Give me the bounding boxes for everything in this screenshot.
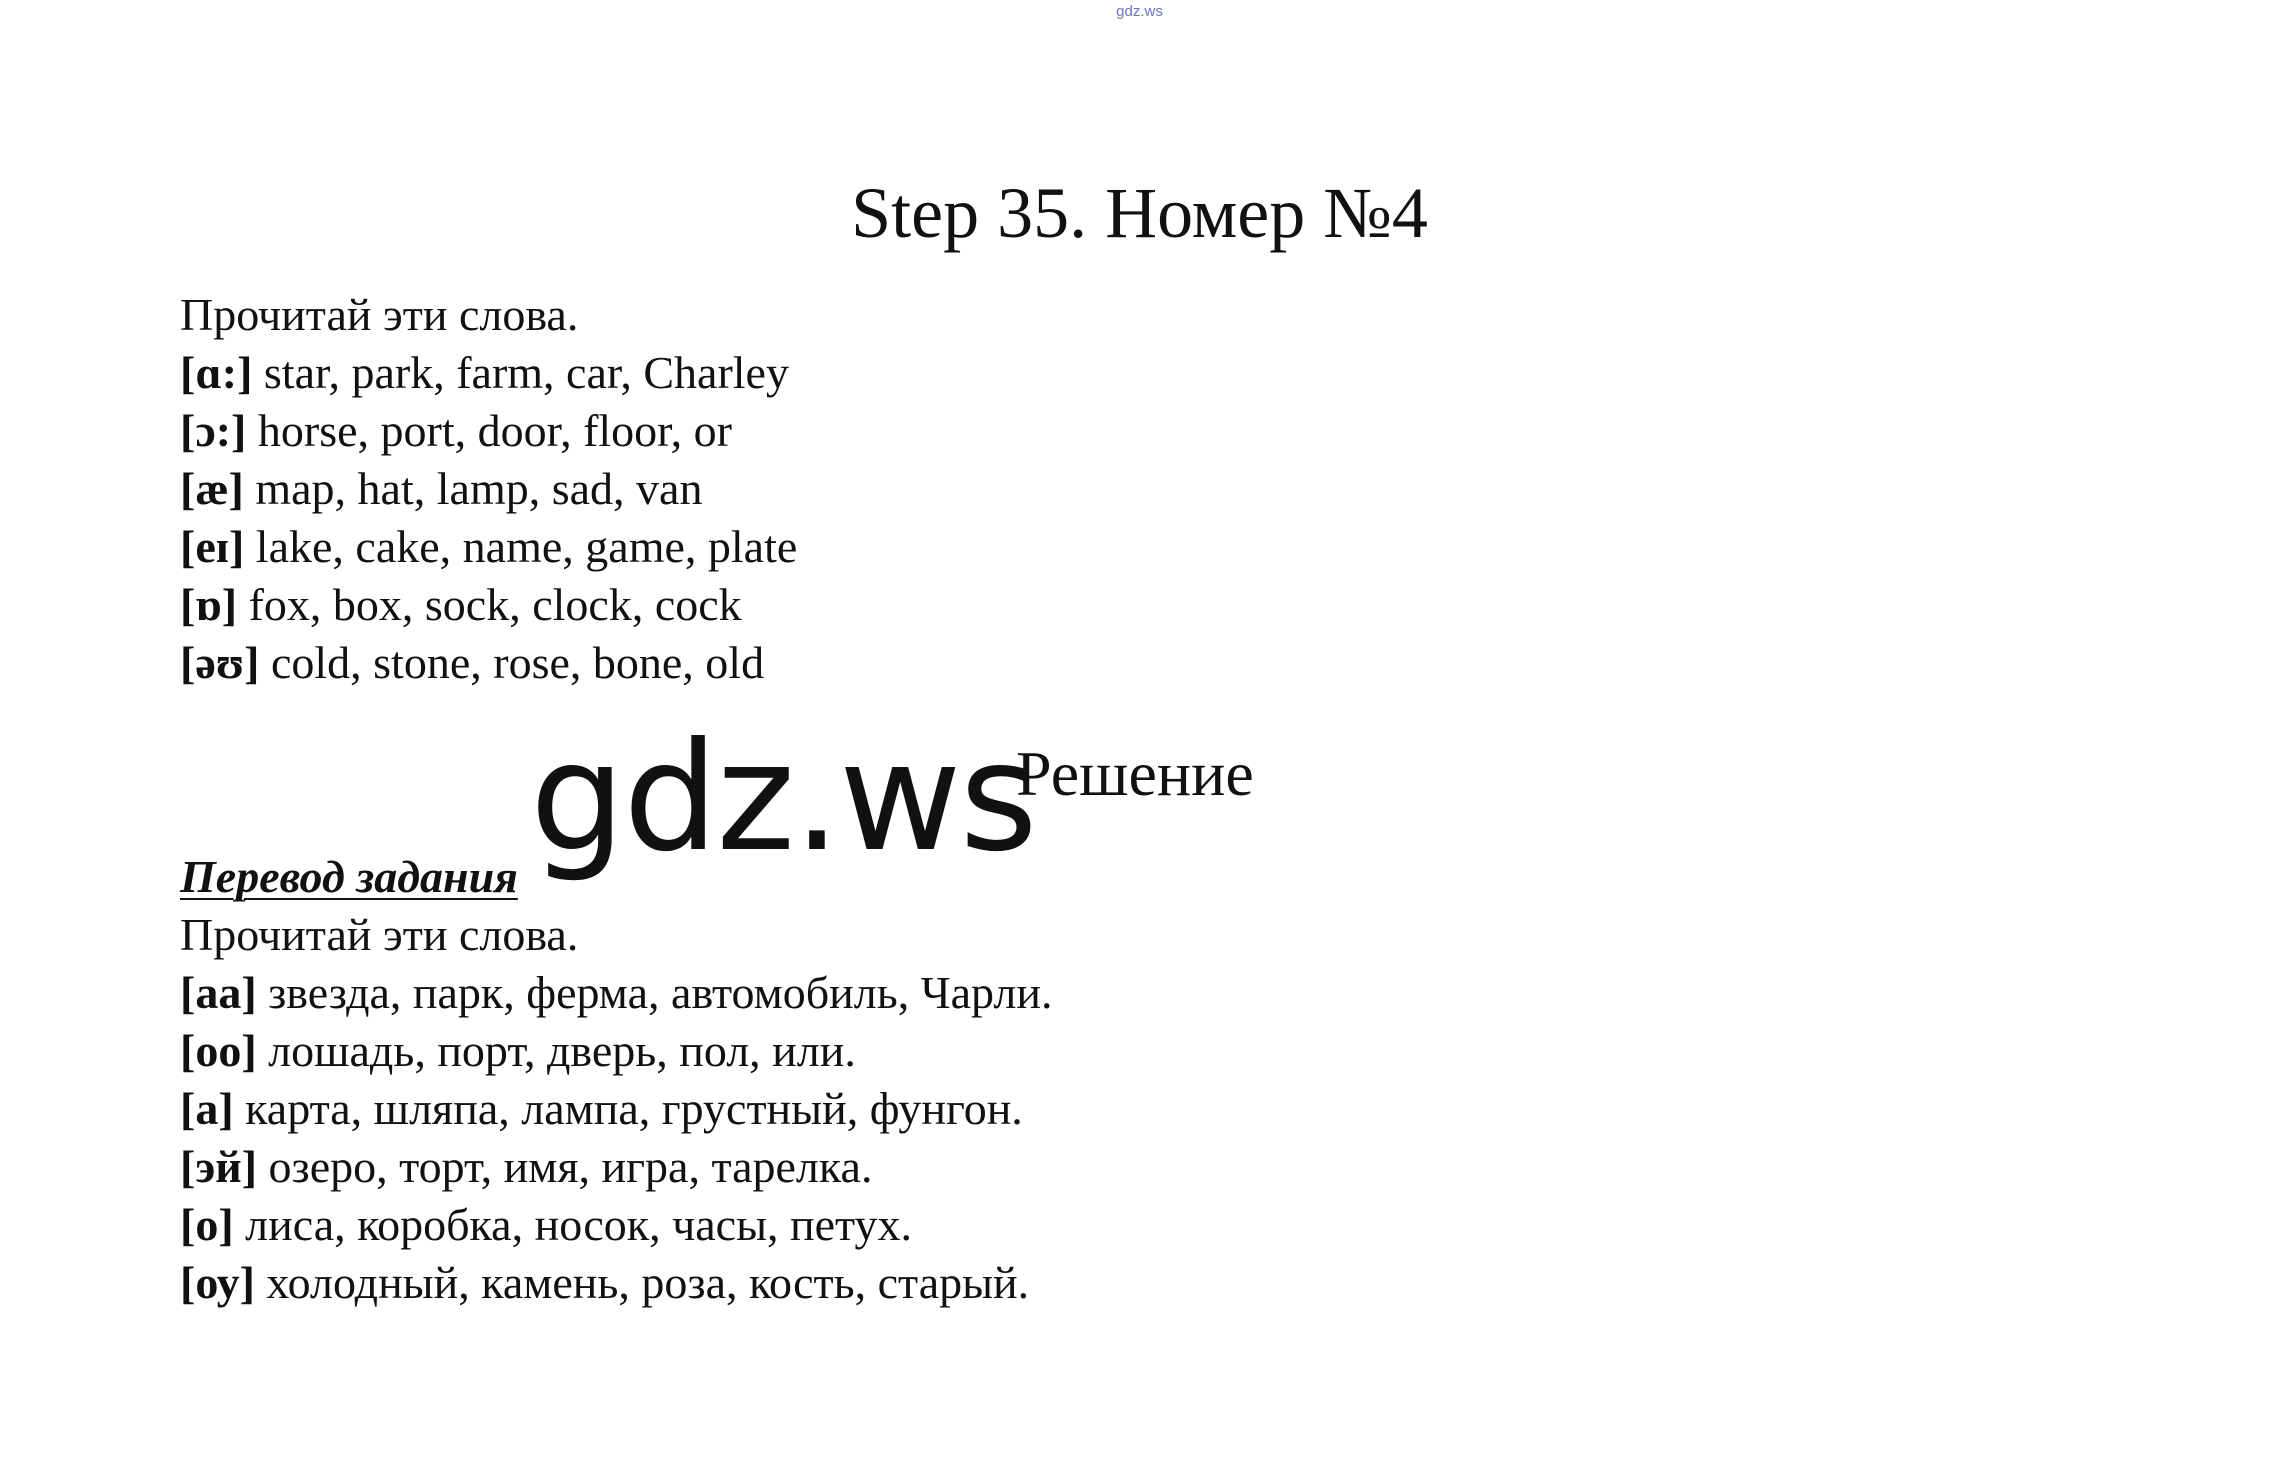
translation-block [180,848,1052,1312]
translation-line [180,1138,1052,1196]
task-line [180,460,797,518]
word-list: fox, box, sock, clock, cock [248,579,742,630]
page-title: Step 35. Номер №4 [851,173,1428,253]
word-list: map, hat, lamp, sad, van [255,463,703,514]
translation-line [180,1254,1052,1312]
task-line [180,518,797,576]
phonetic-symbol: [о] [180,1199,234,1250]
word-list: лошадь, порт, дверь, пол, или. [268,1025,856,1076]
word-list: холодный, камень, роза, кость, старый. [266,1257,1030,1308]
word-list: звезда, парк, ферма, автомобиль, Чарли. [268,967,1053,1018]
translation-line [180,1022,1052,1080]
word-list: lake, cake, name, game, plate [255,521,798,572]
phonetic-symbol: [æ] [180,463,244,514]
phonetic-symbol: [ɔ:] [180,405,247,456]
word-list: карта, шляпа, лампа, грустный, фунгон. [245,1083,1023,1134]
phonetic-symbol: [оу] [180,1257,255,1308]
task-instruction: Прочитай эти слова. [180,289,579,340]
task-line [180,344,797,402]
translation-heading [180,848,1052,906]
translation-heading-text: Перевод задания [180,851,518,902]
site-watermark: gdz.ws [530,711,1036,885]
phonetic-symbol: [eɪ] [180,521,245,572]
translation-line [180,1080,1052,1138]
phonetic-symbol: [а] [180,1083,234,1134]
phonetic-symbol: [ɒ] [180,579,238,630]
phonetic-symbol: [оо] [180,1025,257,1076]
word-list: horse, port, door, floor, or [257,405,732,456]
task-line [180,634,797,692]
word-list: лиса, коробка, носок, часы, петух. [245,1199,913,1250]
word-list: озеро, торт, имя, игра, тарелка. [268,1141,873,1192]
phonetic-symbol: [эй] [180,1141,258,1192]
task-line [180,402,797,460]
task-block [180,286,797,692]
word-list: cold, stone, rose, bone, old [270,637,765,688]
task-line [180,576,797,634]
phonetic-symbol: [əʊ] [180,637,260,688]
word-list: star, park, farm, car, Charley [263,347,789,398]
top-watermark-text: gdz.ws [1116,3,1163,20]
solution-label: Решение [1016,738,1254,809]
translation-line [180,1196,1052,1254]
phonetic-symbol: [ɑ:] [180,347,253,398]
phonetic-symbol: [аа] [180,967,257,1018]
translation-line [180,964,1052,1022]
translation-instruction: Прочитай эти слова. [180,909,579,960]
